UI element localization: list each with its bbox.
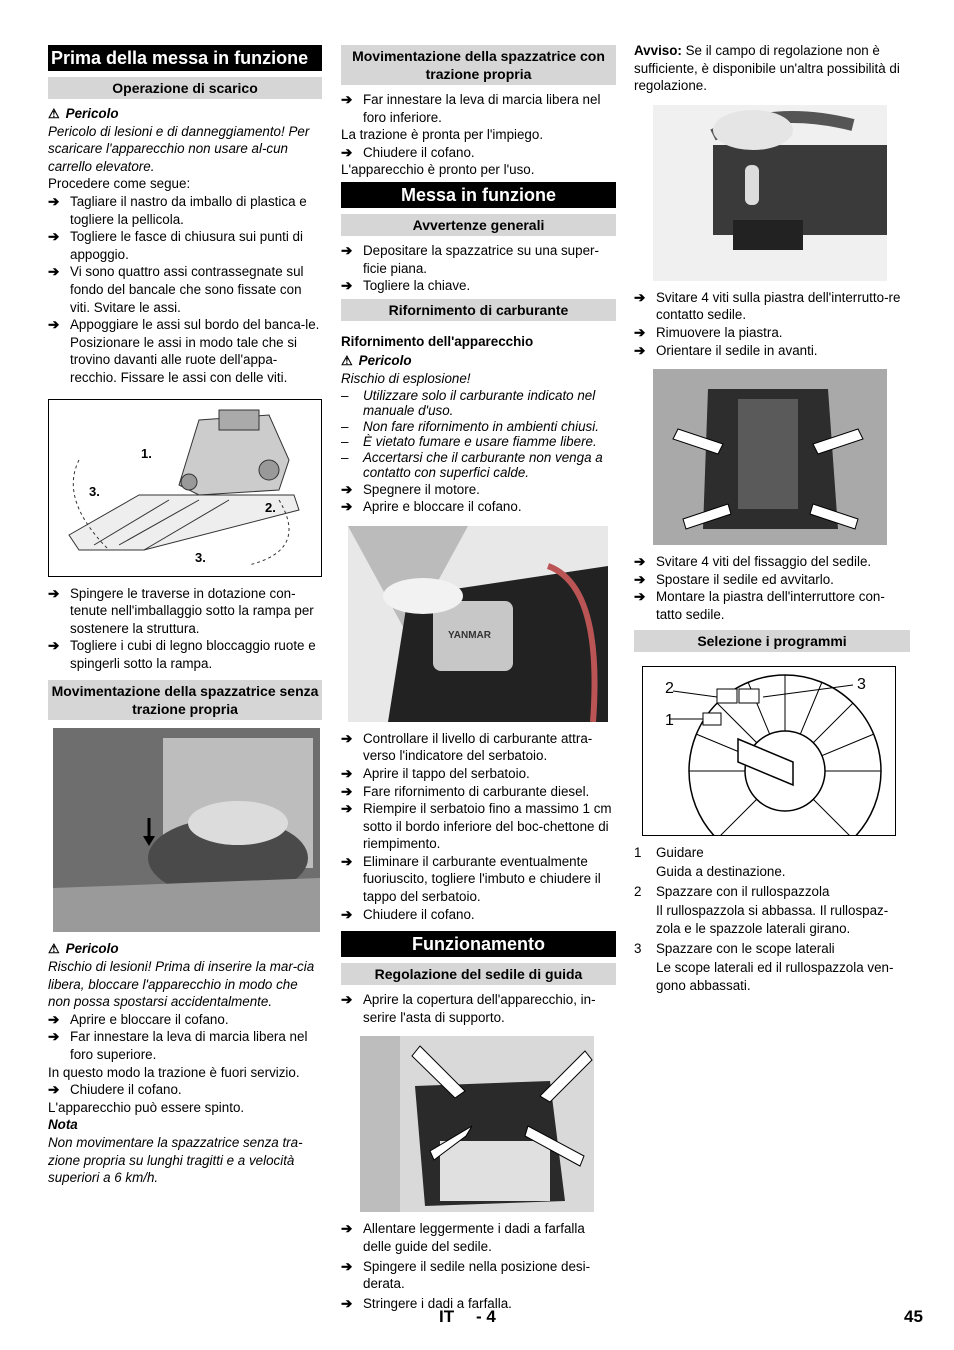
- step-item: ➔ Vi sono quattro assi contrassegnate sul fondo del bancale che sono fissate con viti. Svitare le assi.: [48, 264, 304, 315]
- program-item: 2 Spazzare con il rullospazzola: [634, 883, 830, 899]
- arrow-icon: ➔: [341, 853, 353, 869]
- heading-general: Avvertenze generali: [341, 214, 616, 236]
- arrow-icon: ➔: [341, 783, 353, 799]
- unload-diagram: [48, 399, 322, 577]
- step-item: ➔ Far innestare la leva di marcia libera nel foro superiore.: [48, 1029, 308, 1063]
- fig-label-2: 2.: [265, 499, 276, 515]
- note-text-2: L'apparecchio può essere spinto.: [48, 1099, 245, 1115]
- danger-text-2: Rischio di lesioni! Prima di inserire la mar-cia libera, bloccare l'apparecchio in modo che non possa spostarsi accidentalmente.: [48, 959, 315, 1010]
- section-title-messa: Messa in funzione: [341, 182, 616, 208]
- seat-bolts-photo: [653, 369, 887, 545]
- procedure-text: Procedere come segue:: [48, 176, 191, 192]
- arrow-icon: ➔: [341, 144, 353, 160]
- arrow-icon: ➔: [341, 1221, 353, 1237]
- step-item: ➔ Appoggiare le assi sul bordo del banca-le. Posizionare le assi in modo tale che si trovino davanti alle ruote dell'appa-recchio. Fissare le assi con delle viti.: [48, 317, 320, 385]
- arrow-icon: ➔: [48, 638, 60, 654]
- step-item: ➔ Controllare il livello di carburante attra-verso l'indicatore del serbatoio.: [341, 730, 593, 764]
- step-item: ➔ Depositare la spazzatrice su una super-ficie piana.: [341, 242, 599, 276]
- step-item: ➔ Spegnere il motore.: [341, 481, 480, 497]
- arrow-icon: ➔: [341, 499, 353, 515]
- arrow-icon: ➔: [634, 571, 646, 587]
- nota-label: Nota: [48, 1117, 78, 1133]
- section-title-prima: Prima della messa in funzione: [48, 45, 322, 71]
- seat-adjust-photo: [653, 105, 887, 281]
- dash-item: – Utilizzare solo il carburante indicato nel manuale d'uso.: [341, 387, 596, 419]
- step-item: ➔ Fare rifornimento di carburante diesel.: [341, 783, 590, 799]
- seat-cover-photo: [360, 1036, 594, 1212]
- dash-item: – Non fare rifornimento in ambienti chiusi.: [341, 418, 599, 434]
- step-item: ➔ Chiudere il cofano.: [341, 906, 475, 922]
- warning-icon: ⚠: [48, 941, 60, 957]
- seat-adjust-illustration: [653, 105, 887, 281]
- arrow-icon: ➔: [341, 801, 353, 817]
- arrow-icon: ➔: [341, 242, 353, 258]
- step-item: ➔ Togliere i cubi di legno bloccaggio ruote e spingerli sotto la rampa.: [48, 638, 316, 671]
- arrow-icon: ➔: [341, 992, 353, 1008]
- step-item: ➔ Eliminare il carburante eventualmente fuoriuscito, togliere l'imbuto e chiudere il tappo del serbatoio.: [341, 853, 601, 905]
- step-item: ➔ Spingere le traverse in dotazione con-tenute nell'imballaggio sotto la rampa per sostenere la struttura.: [48, 585, 314, 636]
- arrow-icon: ➔: [48, 1029, 60, 1045]
- dial-label-1: 1: [665, 711, 674, 729]
- arrow-icon: ➔: [48, 229, 60, 245]
- freewheel-lever-photo: [53, 728, 320, 932]
- heading-unload: Operazione di scarico: [48, 77, 322, 99]
- step-item: ➔ Riempire il serbatoio fino a massimo 1 cm sotto il bordo inferiore del boc-chettone di riempimento.: [341, 801, 612, 852]
- arrow-icon: ➔: [341, 765, 353, 781]
- arrow-icon: ➔: [48, 317, 60, 333]
- arrow-icon: ➔: [634, 554, 646, 570]
- step-item: ➔ Aprire e bloccare il cofano.: [48, 1011, 229, 1027]
- program-desc: Le scope laterali ed il rullospazzola ven-gono abbassati.: [656, 960, 894, 993]
- program-desc: Il rullospazzola si abbassa. Il rullospaz-zola e le spazzole laterali girano.: [656, 903, 889, 936]
- program-desc: Guida a destinazione.: [656, 864, 786, 880]
- arrow-icon: ➔: [634, 342, 646, 358]
- warning-icon: ⚠: [341, 353, 353, 369]
- arrow-icon: ➔: [341, 92, 353, 107]
- footer-page-number: 45: [904, 1307, 923, 1326]
- danger-label-3: ⚠ Pericolo: [341, 353, 412, 369]
- arrow-icon: ➔: [341, 481, 353, 497]
- arrow-icon: ➔: [48, 193, 60, 209]
- refuel-photo-illustration: [348, 526, 608, 722]
- nota-text: Non movimentare la spazzatrice senza tra-zione propria su lunghi tragitti e a velocità superiori a 6 km/h.: [48, 1135, 303, 1186]
- text-drive-ready: La trazione è pronta per l'impiego.: [341, 127, 544, 143]
- step-item: ➔ Allentare leggermente i dadi a farfalla delle guide del sedile.: [341, 1221, 585, 1255]
- arrow-icon: ➔: [341, 1295, 353, 1311]
- steps-list: [48, 193, 322, 387]
- program-dial-illustration: [643, 667, 895, 835]
- danger-text-3: Rischio di esplosione!: [341, 370, 471, 386]
- step-item: ➔ Orientare il sedile in avanti.: [634, 342, 818, 358]
- arrow-icon: ➔: [341, 1258, 353, 1274]
- column-3: [634, 42, 910, 994]
- step-item: ➔ Aprire il tappo del serbatoio.: [341, 765, 530, 781]
- step-item: ➔ Chiudere il cofano.: [341, 144, 475, 160]
- arrow-icon: ➔: [48, 1082, 60, 1098]
- program-dial-figure: [642, 666, 896, 836]
- step-item: ➔ Togliere la chiave.: [341, 278, 471, 294]
- note-text-1: In questo modo la trazione è fuori servizio.: [48, 1064, 300, 1080]
- fig-label-1: 1.: [141, 445, 152, 461]
- avviso-text: Avviso: Se il campo di regolazione non è sufficiente, è disponibile un'altra possibilità di regolazione.: [634, 43, 900, 94]
- heading-fuel: Rifornimento di carburante: [341, 299, 616, 321]
- arrow-icon: ➔: [634, 324, 646, 340]
- arrow-icon: ➔: [341, 278, 353, 294]
- step-item: ➔ Aprire la copertura dell'apparecchio, in-serire l'asta di supporto.: [341, 992, 596, 1025]
- heading-programs: Selezione i programmi: [634, 630, 910, 652]
- warning-icon: ⚠: [48, 106, 60, 121]
- program-list: [634, 844, 910, 995]
- step-item: ➔ Tagliare il nastro da imballo di plastica e togliere la pellicola.: [48, 193, 307, 227]
- step-item: ➔ Montare la piastra dell'interruttore con-tatto sedile.: [634, 589, 885, 622]
- arrow-icon: ➔: [48, 264, 60, 280]
- step-item: ➔ Svitare 4 viti sulla piastra dell'interrutto-re contatto sedile.: [634, 289, 901, 323]
- text-ready-use: L'apparecchio è pronto per l'uso.: [341, 162, 535, 178]
- heading-move-drive: Movimentazione della spazzatrice con trazione propria: [341, 45, 616, 85]
- dash-list: [341, 388, 616, 481]
- refuel-photo: [348, 526, 608, 722]
- danger-label-2: ⚠ Pericolo: [48, 941, 119, 957]
- arrow-icon: ➔: [634, 589, 646, 605]
- engine-photo-illustration: [53, 728, 320, 932]
- column-1: [48, 42, 322, 1187]
- step-item: ➔ Chiudere il cofano.: [48, 1082, 182, 1098]
- dash-item: – È vietato fumare e usare fiamme libere.: [341, 434, 597, 450]
- seat-bolts-illustration: [653, 369, 887, 545]
- section-title-funzionamento: Funzionamento: [341, 931, 616, 957]
- step-item: ➔ Stringere i dadi a farfalla.: [341, 1295, 512, 1311]
- dial-label-3: 3: [857, 675, 866, 693]
- fig-label-3b: 3.: [195, 549, 206, 565]
- step-item: ➔ Spostare il sedile ed avvitarlo.: [634, 571, 834, 587]
- program-item: 3 Spazzare con le scope laterali: [634, 940, 835, 956]
- arrow-icon: ➔: [48, 585, 60, 601]
- arrow-icon: ➔: [341, 906, 353, 922]
- seat-photo-illustration: [360, 1036, 594, 1212]
- yanmar-label: YANMAR: [448, 629, 491, 641]
- step-item: ➔ Rimuovere la piastra.: [634, 324, 783, 340]
- column-2: [341, 42, 616, 1312]
- step-item: ➔ Far innestare la leva di marcia libera nel foro inferiore.: [341, 92, 601, 125]
- footer-section-number: - 4: [476, 1307, 496, 1326]
- heading-seat: Regolazione del sedile di guida: [341, 963, 616, 985]
- heading-move-no-drive: Movimentazione della spazzatrice senza trazione propria: [48, 680, 322, 720]
- footer-language: IT: [439, 1307, 455, 1326]
- danger-label: ⚠ Pericolo: [48, 106, 119, 121]
- fuel-subheading: Rifornimento dell'apparecchio: [341, 333, 534, 349]
- step-item: ➔ Aprire e bloccare il cofano.: [341, 499, 522, 515]
- arrow-icon: ➔: [48, 1011, 60, 1027]
- ramp-illustration: [49, 400, 321, 576]
- dial-label-2: 2: [665, 679, 674, 697]
- step-item: ➔ Togliere le fasce di chiusura sui punti di appoggio.: [48, 229, 303, 262]
- dash-item: – Accertarsi che il carburante non venga a contatto con superfici calde.: [341, 449, 603, 481]
- arrow-icon: ➔: [341, 730, 353, 746]
- fig-label-3a: 3.: [89, 483, 100, 499]
- danger-text: Pericolo di lesioni e di danneggiamento! Per scaricare l'apparecchio non usare al-cun carrello elevatore.: [48, 123, 310, 174]
- step-item: ➔ Svitare 4 viti del fissaggio del sedile.: [634, 554, 872, 570]
- program-item: 1 Guidare: [634, 844, 704, 860]
- step-item: ➔ Spingere il sedile nella posizione desi-derata.: [341, 1258, 591, 1292]
- arrow-icon: ➔: [634, 289, 646, 305]
